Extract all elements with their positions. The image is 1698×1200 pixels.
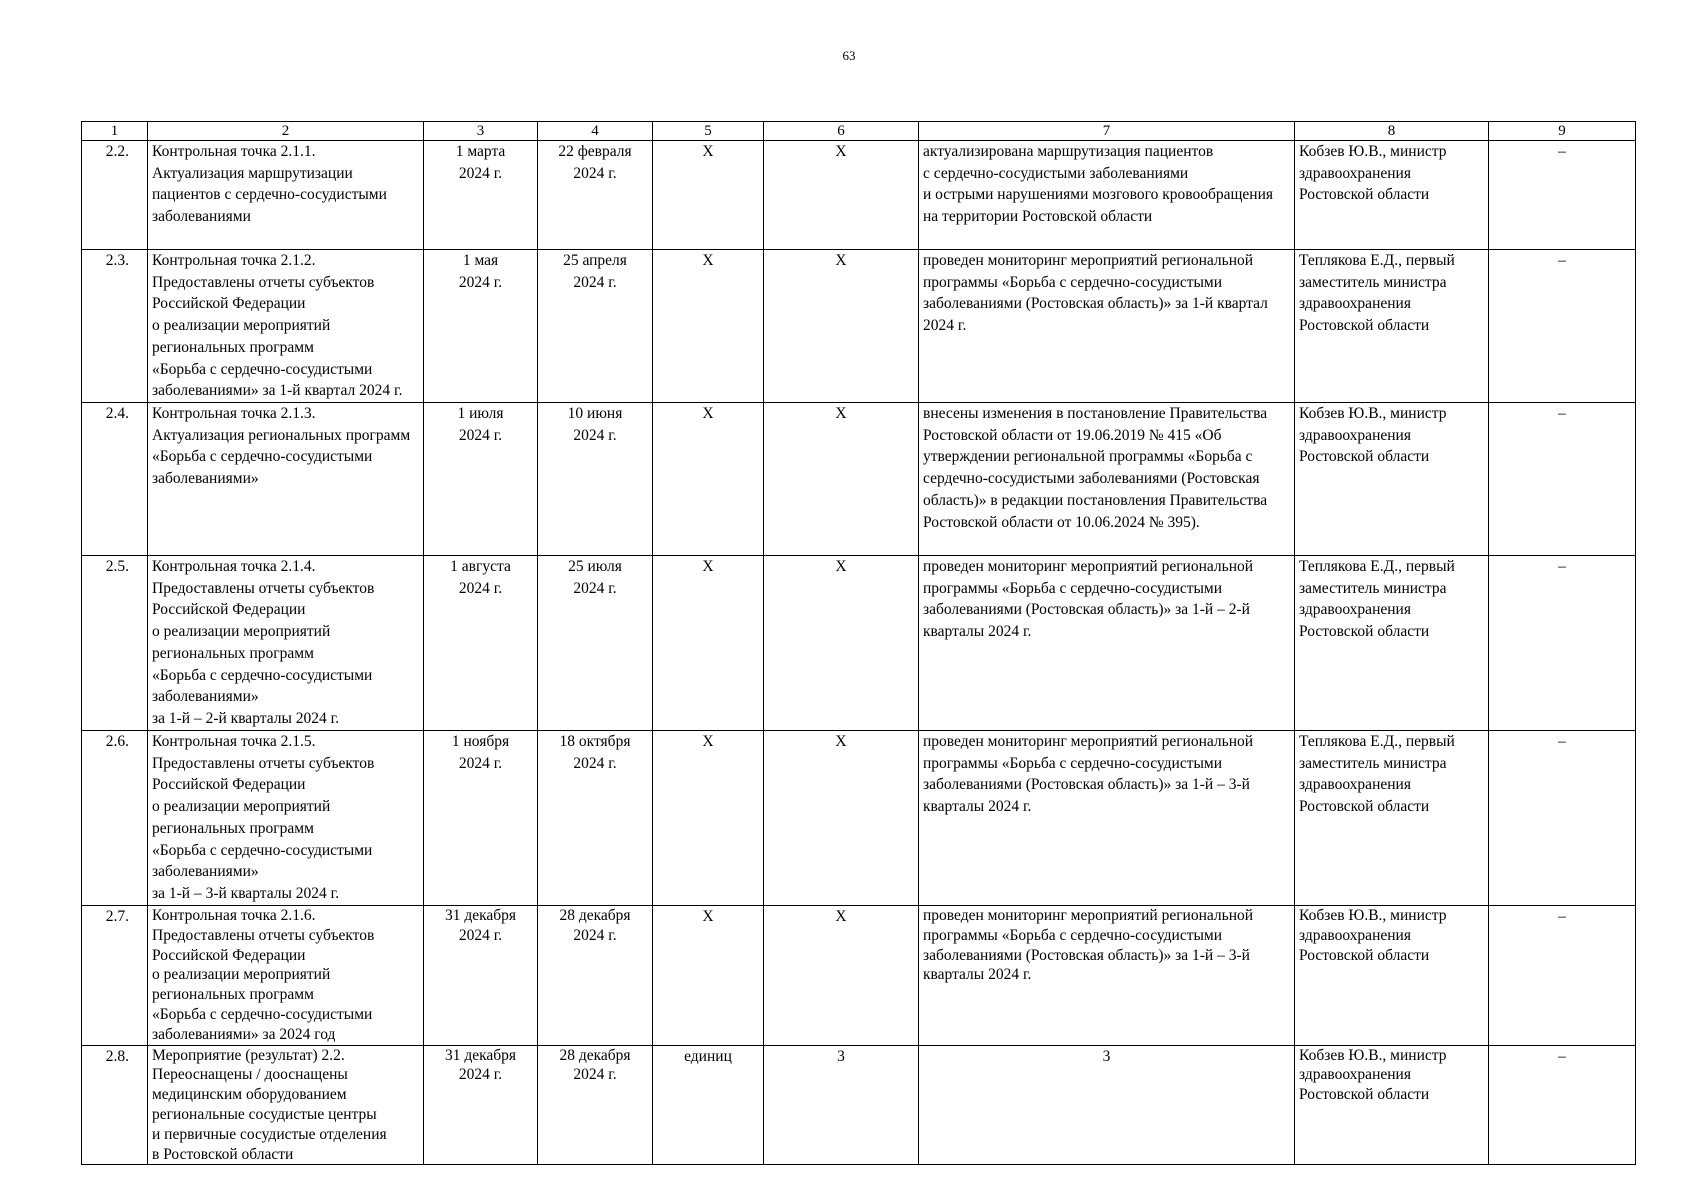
item-name: Мероприятие (результат) 2.2. Переоснащены / дооснащены медицинским оборудованием региональные сосудистые центры и первичные сосудистые отделения в Ростовской области bbox=[148, 1045, 424, 1165]
column-number: 8 bbox=[1295, 122, 1489, 141]
col5-value: X bbox=[653, 556, 764, 731]
col5-value: X bbox=[653, 403, 764, 556]
column-number: 6 bbox=[764, 122, 919, 141]
result-text: внесены изменения в постановление Правительства Ростовской области от 19.06.2019 № 415 «Об утверждении региональной программы «Борьба с сердечно-сосудистыми заболеваниями (Ростовская область)» в редакции постановления Правительства Ростовской области от 10.06.2024 № 395). bbox=[919, 403, 1295, 556]
table-row bbox=[82, 141, 1636, 250]
column-number-row bbox=[82, 122, 1636, 141]
responsible-person: Теплякова Е.Д., первый заместитель министра здравоохранения Ростовской области bbox=[1295, 556, 1489, 731]
result-text: проведен мониторинг мероприятий региональной программы «Борьба с сердечно-сосудистыми заболеваниями (Ростовская область)» за 1-й – 3-й кварталы 2024 г. bbox=[919, 731, 1295, 906]
column-number: 3 bbox=[424, 122, 538, 141]
col6-value: X bbox=[764, 556, 919, 731]
table-row bbox=[82, 906, 1636, 1046]
col9-value: – bbox=[1489, 731, 1636, 906]
plan-date: 1 августа 2024 г. bbox=[424, 556, 538, 731]
result-text: проведен мониторинг мероприятий региональной программы «Борьба с сердечно-сосудистыми заболеваниями (Ростовская область)» за 1-й квартал 2024 г. bbox=[919, 250, 1295, 403]
item-name: Контрольная точка 2.1.3. Актуализация региональных программ «Борьба с сердечно-сосудистыми заболеваниями» bbox=[148, 403, 424, 556]
fact-date: 25 июля 2024 г. bbox=[538, 556, 653, 731]
col9-value: – bbox=[1489, 250, 1636, 403]
result-text: проведен мониторинг мероприятий региональной программы «Борьба с сердечно-сосудистыми заболеваниями (Ростовская область)» за 1-й – 2-й кварталы 2024 г. bbox=[919, 556, 1295, 731]
col5-value: X bbox=[653, 731, 764, 906]
col9-value: – bbox=[1489, 403, 1636, 556]
col9-value: – bbox=[1489, 556, 1636, 731]
result-text: актуализирована маршрутизация пациентов с сердечно-сосудистыми заболеваниями и острыми нарушениями мозгового кровообращения на территории Ростовской области bbox=[919, 141, 1295, 250]
col5-value: X bbox=[653, 141, 764, 250]
responsible-person: Теплякова Е.Д., первый заместитель министра здравоохранения Ростовской области bbox=[1295, 731, 1489, 906]
item-name: Контрольная точка 2.1.6. Предоставлены отчеты субъектов Российской Федерации о реализации мероприятий региональных программ «Борьба с сердечно-сосудистыми заболеваниями» за 2024 год bbox=[148, 906, 424, 1046]
plan-date: 1 ноября 2024 г. bbox=[424, 731, 538, 906]
column-number: 5 bbox=[653, 122, 764, 141]
fact-date: 10 июня 2024 г. bbox=[538, 403, 653, 556]
col6-value: X bbox=[764, 906, 919, 1046]
column-number: 4 bbox=[538, 122, 653, 141]
row-number: 2.4. bbox=[82, 403, 148, 556]
row-number: 2.8. bbox=[82, 1045, 148, 1165]
column-number: 9 bbox=[1489, 122, 1636, 141]
column-number: 7 bbox=[919, 122, 1295, 141]
table-row bbox=[82, 556, 1636, 731]
column-number: 1 bbox=[82, 122, 148, 141]
fact-date: 18 октября 2024 г. bbox=[538, 731, 653, 906]
responsible-person: Кобзев Ю.В., министр здравоохранения Ростовской области bbox=[1295, 141, 1489, 250]
row-number: 2.7. bbox=[82, 906, 148, 1046]
col9-value: – bbox=[1489, 141, 1636, 250]
col6-value: 3 bbox=[764, 1045, 919, 1165]
col5-value: X bbox=[653, 250, 764, 403]
fact-date: 25 апреля 2024 г. bbox=[538, 250, 653, 403]
table-row bbox=[82, 731, 1636, 906]
col6-value: X bbox=[764, 250, 919, 403]
row-number: 2.2. bbox=[82, 141, 148, 250]
result-text: проведен мониторинг мероприятий региональной программы «Борьба с сердечно-сосудистыми заболеваниями (Ростовская область)» за 1-й – 3-й кварталы 2024 г. bbox=[919, 906, 1295, 1046]
col6-value: X bbox=[764, 141, 919, 250]
col5-value: единиц bbox=[653, 1045, 764, 1165]
table-row bbox=[82, 250, 1636, 403]
item-name: Контрольная точка 2.1.4. Предоставлены отчеты субъектов Российской Федерации о реализации мероприятий региональных программ «Борьба с сердечно-сосудистыми заболеваниями» за 1-й – 2-й кварталы 2024 г. bbox=[148, 556, 424, 731]
table-row bbox=[82, 403, 1636, 556]
responsible-person: Кобзев Ю.В., министр здравоохранения Ростовской области bbox=[1295, 906, 1489, 1046]
plan-date: 31 декабря 2024 г. bbox=[424, 906, 538, 1046]
row-number: 2.6. bbox=[82, 731, 148, 906]
plan-date: 1 мая 2024 г. bbox=[424, 250, 538, 403]
fact-date: 28 декабря 2024 г. bbox=[538, 906, 653, 1046]
report-table bbox=[81, 121, 1636, 1165]
table-row bbox=[82, 1045, 1636, 1165]
responsible-person: Теплякова Е.Д., первый заместитель министра здравоохранения Ростовской области bbox=[1295, 250, 1489, 403]
column-number: 2 bbox=[148, 122, 424, 141]
fact-date: 28 декабря 2024 г. bbox=[538, 1045, 653, 1165]
result-text: 3 bbox=[919, 1045, 1295, 1165]
page-number: 63 bbox=[842, 48, 856, 63]
col9-value: – bbox=[1489, 1045, 1636, 1165]
plan-date: 31 декабря 2024 г. bbox=[424, 1045, 538, 1165]
responsible-person: Кобзев Ю.В., министр здравоохранения Ростовской области bbox=[1295, 1045, 1489, 1165]
plan-date: 1 июля 2024 г. bbox=[424, 403, 538, 556]
col6-value: X bbox=[764, 403, 919, 556]
col9-value: – bbox=[1489, 906, 1636, 1046]
fact-date: 22 февраля 2024 г. bbox=[538, 141, 653, 250]
col5-value: X bbox=[653, 906, 764, 1046]
item-name: Контрольная точка 2.1.5. Предоставлены отчеты субъектов Российской Федерации о реализации мероприятий региональных программ «Борьба с сердечно-сосудистыми заболеваниями» за 1-й – 3-й кварталы 2024 г. bbox=[148, 731, 424, 906]
plan-date: 1 марта 2024 г. bbox=[424, 141, 538, 250]
row-number: 2.5. bbox=[82, 556, 148, 731]
responsible-person: Кобзев Ю.В., министр здравоохранения Ростовской области bbox=[1295, 403, 1489, 556]
col6-value: X bbox=[764, 731, 919, 906]
item-name: Контрольная точка 2.1.2. Предоставлены отчеты субъектов Российской Федерации о реализации мероприятий региональных программ «Борьба с сердечно-сосудистыми заболеваниями» за 1-й квартал 2024 г. bbox=[148, 250, 424, 403]
item-name: Контрольная точка 2.1.1. Актуализация маршрутизации пациентов с сердечно-сосудистыми заболеваниями bbox=[148, 141, 424, 250]
row-number: 2.3. bbox=[82, 250, 148, 403]
